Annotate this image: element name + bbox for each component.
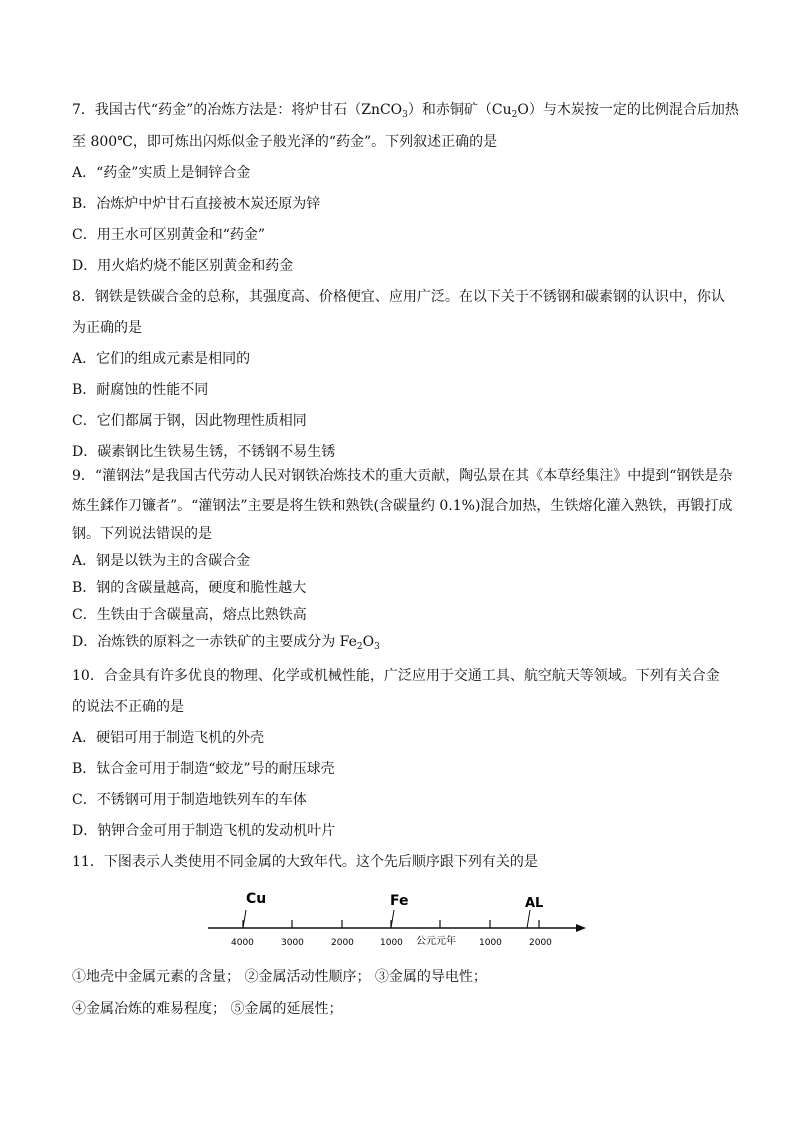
q8-stem-line1: 8．钢铁是铁碳合金的总称，其强度高、价格便宜、应用广泛。在以下关于不锈钢和碳素钢的认识中，你认 [72,289,725,305]
tick-label: 2000 [529,938,552,948]
timeline-arrow-icon [576,924,586,932]
q9-option-d [72,633,380,656]
tick-label: 4000 [231,938,254,948]
q7-stem-text-b: ）和赤铜矿（Cu [407,102,512,118]
q7-stem-text-c: O）与木炭按一定的比例混合后加热 [517,102,739,118]
q11-stem: 11．下图表示人类使用不同金属的大致年代。这个先后顺序跟下列有关的是 [72,854,538,870]
q7-subscript-2: 2 [511,110,518,120]
q9-option-b: B．钢的含碳量越高，硬度和脆性越大 [72,580,307,596]
q9-subscript-2: 2 [356,642,363,652]
q7-option-d: D．用火焰灼烧不能区别黄金和药金 [72,258,294,274]
q7-stem-line1 [72,101,739,124]
tick-label: 1000 [380,938,403,948]
cu-marker [243,910,246,928]
tick-label: 1000 [479,938,502,948]
tick-label: 3000 [281,938,304,948]
q8-option-d: D．碳素钢比生铁易生锈，不锈钢不易生锈 [72,444,336,460]
q10-option-a: A．硬铝可用于制造飞机的外壳 [72,730,265,746]
q11-choices-line1: ①地壳中金属元素的含量； ②金属活动性顺序； ③金属的导电性； [72,969,487,985]
metal-label-al: AL [525,896,544,911]
metal-timeline-diagram [200,880,600,960]
q9-option-d-text: D．冶炼铁的原料之一赤铁矿的主要成分为 Fe [72,634,357,650]
q9-option-a: A．钢是以铁为主的含碳合金 [72,553,251,569]
q9-option-c: C．生铁由于含碳量高，熔点比熟铁高 [72,607,307,623]
q11-choices-line2: ④金属冶炼的难易程度； ⑤金属的延展性； [72,1001,343,1017]
q9-stem-line3: 钢。下列说法错误的是 [72,526,212,542]
q8-option-a: A．它们的组成元素是相同的 [72,351,251,367]
q7-option-a: A．“药金”实质上是铜锌合金 [72,165,251,181]
tick-label-year-zero: 公元元年 [416,936,456,947]
q7-stem-text-a: 7．我国古代“药金”的冶炼方法是：将炉甘石（ZnCO [72,102,403,118]
q8-option-c: C．它们都属于钢，因此物理性质相同 [72,413,307,429]
q10-option-d: D．钠钾合金可用于制造飞机的发动机叶片 [72,823,336,839]
q9-stem-line2: 炼生鍒作刀镰者”。“灌钢法”主要是将生铁和熟铁(含碳量约 0.1%)混合加热，生铁熔化灌入熟铁，再锻打成 [72,498,733,514]
q7-subscript-3: 3 [402,110,408,120]
q9-subscript-3: 3 [374,642,380,652]
q8-option-b: B．耐腐蚀的性能不同 [72,382,209,398]
q8-stem-line2: 为正确的是 [72,320,142,336]
q9-stem-line1: 9．“灌钢法”是我国古代劳动人民对钢铁冶炼技术的重大贡献，陶弘景在其《本草经集注》中提到“钢铁是杂 [72,468,733,484]
q7-option-c: C．用王水可区别黄金和“药金” [72,227,266,243]
metal-label-fe: Fe [390,893,409,909]
al-marker [527,910,530,928]
tick-label: 2000 [331,938,354,948]
fe-marker [391,910,394,928]
q10-option-b: B．钛合金可用于制造“蛟龙”号的耐压球壳 [72,761,335,777]
q10-option-c: C．不锈钢可用于制造地铁列车的车体 [72,792,307,808]
q7-option-b: B．冶炼炉中炉甘石直接被木炭还原为锌 [72,196,321,212]
q10-stem-line2: 的说法不正确的是 [72,699,184,715]
metal-label-cu: Cu [246,891,267,907]
q7-stem-line2: 至 800℃，即可炼出闪烁似金子般光泽的“药金”。下列叙述正确的是 [72,134,498,150]
q10-stem-line1: 10．合金具有许多优良的物理、化学或机械性能，广泛应用于交通工具、航空航天等领域。下列有关合金 [72,668,720,684]
q9-option-d-oxygen: O [362,634,375,650]
